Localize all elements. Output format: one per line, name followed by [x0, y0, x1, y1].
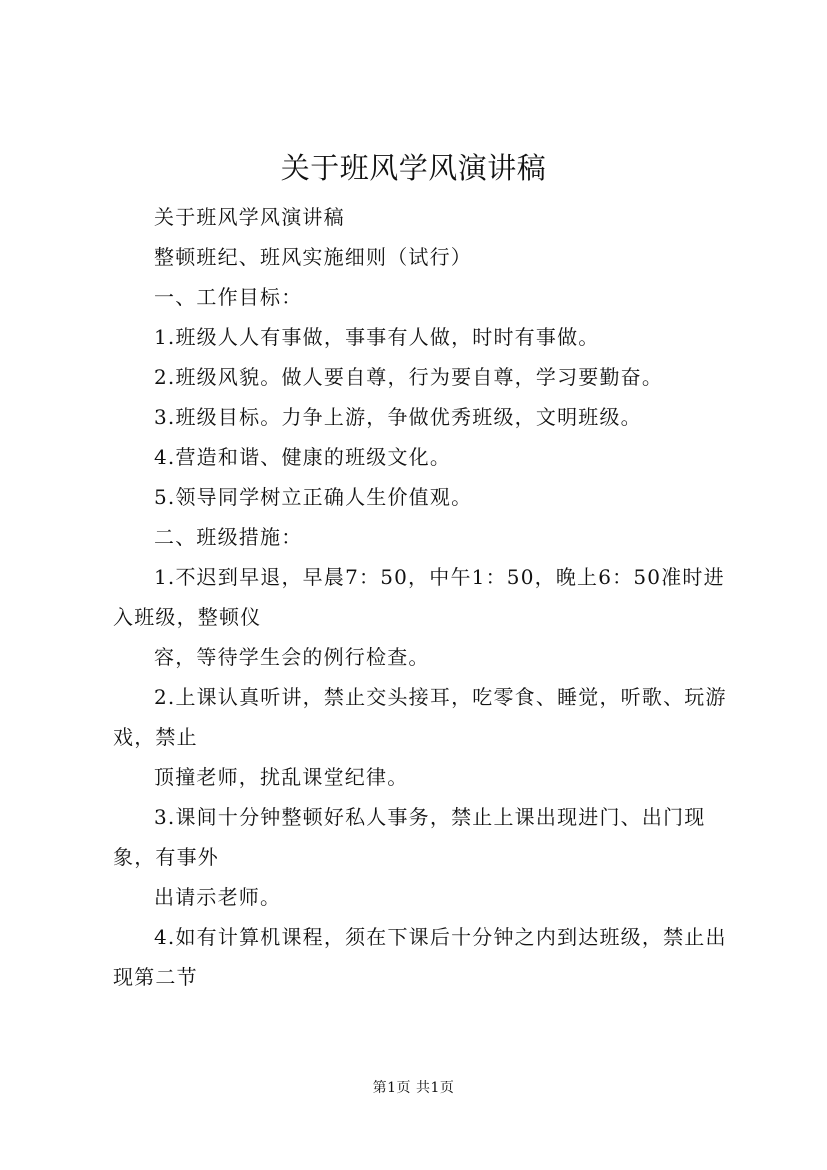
paragraph-goal-1: 1.班级人人有事做，事事有人做，时时有事做。	[154, 325, 600, 349]
paragraph-intro-title: 关于班风学风演讲稿	[154, 205, 345, 229]
paragraph-section-goals: 一、工作目标：	[154, 285, 303, 309]
page-number-footer: 第1页 共1页	[372, 1080, 455, 1096]
document-title: 关于班风学风演讲稿	[280, 151, 547, 185]
paragraph-goal-2: 2.班级风貌。做人要自尊，行为要自尊，学习要勤奋。	[154, 365, 664, 389]
paragraph-measure-3-cont: 出请示老师。	[154, 885, 282, 909]
paragraph-measure-3: 3.课间十分钟整顿好私人事务，禁止上课出现进门、出门现象，有事外	[113, 805, 706, 869]
paragraph-measure-1: 1.不迟到早退，早晨7：50，中午1：50，晚上6：50准时进入班级，整顿仪	[113, 565, 725, 629]
paragraph-goal-4: 4.营造和谐、健康的班级文化。	[154, 445, 452, 469]
paragraph-measure-1-cont: 容，等待学生会的例行检查。	[154, 645, 430, 669]
document-body	[113, 197, 728, 997]
paragraph-rules-heading: 整顿班纪、班风实施细则（试行）	[154, 245, 472, 269]
paragraph-measure-2-cont: 顶撞老师，扰乱课堂纪律。	[154, 765, 409, 789]
paragraph-goal-5: 5.领导同学树立正确人生价值观。	[154, 485, 473, 509]
paragraph-section-measures: 二、班级措施：	[154, 525, 303, 549]
paragraph-measure-2: 2.上课认真听讲，禁止交头接耳，吃零食、睡觉，听歌、玩游戏，禁止	[113, 685, 727, 749]
paragraph-measure-4: 4.如有计算机课程，须在下课后十分钟之内到达班级，禁止出现第二节	[113, 925, 727, 989]
paragraph-goal-3: 3.班级目标。力争上游，争做优秀班级，文明班级。	[154, 405, 642, 429]
